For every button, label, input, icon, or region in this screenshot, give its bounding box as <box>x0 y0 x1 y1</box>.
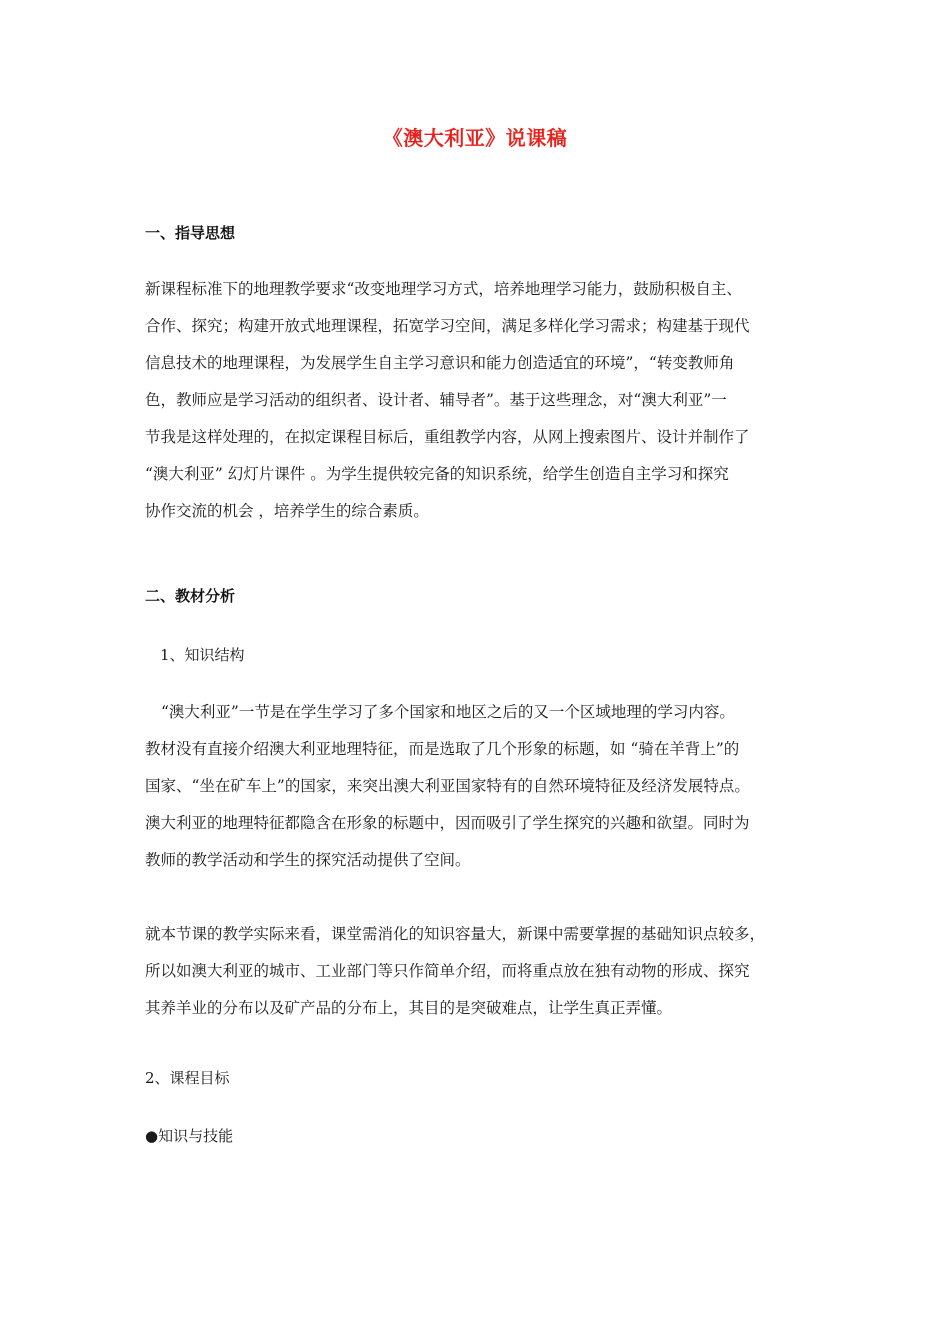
paragraph-line: 信息技术的地理课程，为发展学生自主学习意识和能力创造适宜的环境”，“转变教师角 <box>145 354 735 372</box>
paragraph-teaching-focus <box>145 916 810 1027</box>
paragraph-line: “澳大利亚” 幻灯片课件 。为学生提供较完备的知识系统，给学生创造自主学习和探究 <box>145 465 729 483</box>
document-title: 《澳大利亚》说课稿 <box>382 126 568 150</box>
paragraph-line: 就本节课的教学实际来看，课堂需消化的知识容量大，新课中需要掌握的基础知识点较多， <box>145 925 766 943</box>
paragraph-line: 节我是这样处理的，在拟定课程目标后，重组教学内容，从网上搜索图片、设计并制作了 <box>145 428 750 446</box>
paragraph-line: “澳大利亚”一节是在学生学习了多个国家和地区之后的又一个区域地理的学习内容。 <box>161 703 735 721</box>
paragraph-line: 澳大利亚的地理特征都隐含在形象的标题中，因而吸引了学生探究的兴趣和欲望。同时为 <box>145 814 750 832</box>
bullet-knowledge-and-skills: ●知识与技能 <box>145 1127 234 1145</box>
paragraph-line: 协作交流的机会 ，培养学生的综合素质。 <box>145 502 429 520</box>
subsection-knowledge-structure: 1、知识结构 <box>160 646 245 664</box>
paragraph-line: 国家、“坐在矿车上”的国家，来突出澳大利亚国家特有的自然环境特征及经济发展特点。 <box>145 777 750 795</box>
paragraph-line: 新课程标准下的地理教学要求“改变地理学习方式，培养地理学习能力，鼓励积极自主、 <box>145 280 742 298</box>
subsection-course-objectives: 2、课程目标 <box>145 1069 230 1087</box>
paragraph-line: 合作、探究；构建开放式地理课程，拓宽学习空间，满足多样化学习需求；构建基于现代 <box>145 317 750 335</box>
paragraph-line: 教师的教学活动和学生的探究活动提供了空间。 <box>145 851 471 869</box>
paragraph-knowledge-structure <box>145 694 810 879</box>
section-heading-textbook-analysis: 二、教材分析 <box>145 587 236 605</box>
paragraph-line: 教材没有直接介绍澳大利亚地理特征，而是选取了几个形象的标题，如 “骑在羊背上”的 <box>145 740 740 758</box>
paragraph-line: 色，教师应是学习活动的组织者、设计者、辅导者”。基于这些理念，对“澳大利亚”一 <box>145 391 727 409</box>
paragraph-line: 所以如澳大利亚的城市、工业部门等只作简单介绍，而将重点放在独有动物的形成、探究 <box>145 962 750 980</box>
paragraph-line: 其养羊业的分布以及矿产品的分布上，其目的是突破难点，让学生真正弄懂。 <box>145 999 673 1017</box>
section-heading-guiding-ideology: 一、指导思想 <box>145 224 236 242</box>
paragraph-guiding-ideology <box>145 271 810 530</box>
